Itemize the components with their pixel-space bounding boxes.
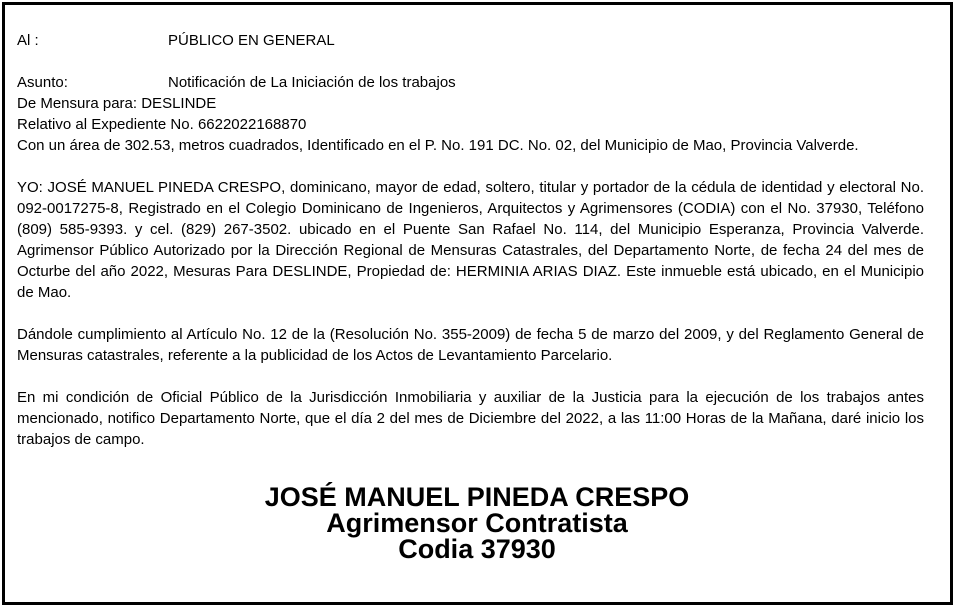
signature-block (0, 484, 954, 562)
spacer (17, 366, 924, 387)
spacer (17, 303, 924, 324)
survey-type-line: De Mensura para: DESLINDE (17, 95, 217, 112)
spacer (17, 51, 924, 72)
legal-basis-paragraph: Dándole cumplimiento al Artículo No. 12 de la (Resolución No. 355-2009) de fecha 5 de marzo del 2009, y del Reglamento General de Mensuras catastrales, referente a la publicidad de los Actos de Levantamiento Parcelario. (17, 326, 924, 364)
spacer (17, 156, 924, 177)
subject-label: Asunto: (17, 74, 68, 91)
file-number-line: Relativo al Expediente No. 6622022168870 (17, 116, 307, 133)
notice-body (17, 30, 924, 450)
subject-value: Notificación de La Iniciación de los trabajos (168, 74, 456, 91)
recipient-value: PÚBLICO EN GENERAL (168, 32, 335, 49)
signer-name: JOSÉ MANUEL PINEDA CRESPO (264, 482, 690, 512)
work-start-paragraph: En mi condición de Oficial Público de la Jurisdicción Inmobiliaria y auxiliar de la Justicia para la ejecución de los trabajos antes mencionado, notifico Departamento Norte, que el día 2 del mes de Diciembre del 2022, a las 11:00 Horas de la Mañana, daré inicio los trabajos de campo. (17, 389, 924, 448)
signer-title: Agrimensor Contratista (326, 508, 628, 538)
recipient-label: Al : (17, 32, 39, 49)
area-description: Con un área de 302.53, metros cuadrados, Identificado en el P. No. 191 DC. No. 02, del Municipio de Mao, Provincia Valverde. (17, 137, 859, 154)
signer-codia-number: Codia 37930 (398, 534, 556, 564)
subject-row (17, 72, 924, 93)
recipient-row (17, 30, 924, 51)
surveyor-declaration-paragraph: YO: JOSÉ MANUEL PINEDA CRESPO, dominicano, mayor de edad, soltero, titular y portador de la cédula de identidad y electoral No. 092-0017275-8, Registrado en el Colegio Dominicano de Ingenieros, Arquitectos y Agrimensores (CODIA) con el No. 37930, Teléfono (809) 585-9393. y cel. (829) 267-3502. ubicado en el Puente San Rafael No. 114, del Municipio Esperanza, Provincia Valverde. Agrimensor Público Autorizado por la Dirección Regional de Mensuras Catastrales, del Departamento Norte, de fecha 24 del mes de Octurbe del año 2022, Mesuras Para DESLINDE, Propiedad de: HERMINIA ARIAS DIAZ. Este inmueble está ubicado, en el Municipio de Mao. (17, 179, 924, 301)
